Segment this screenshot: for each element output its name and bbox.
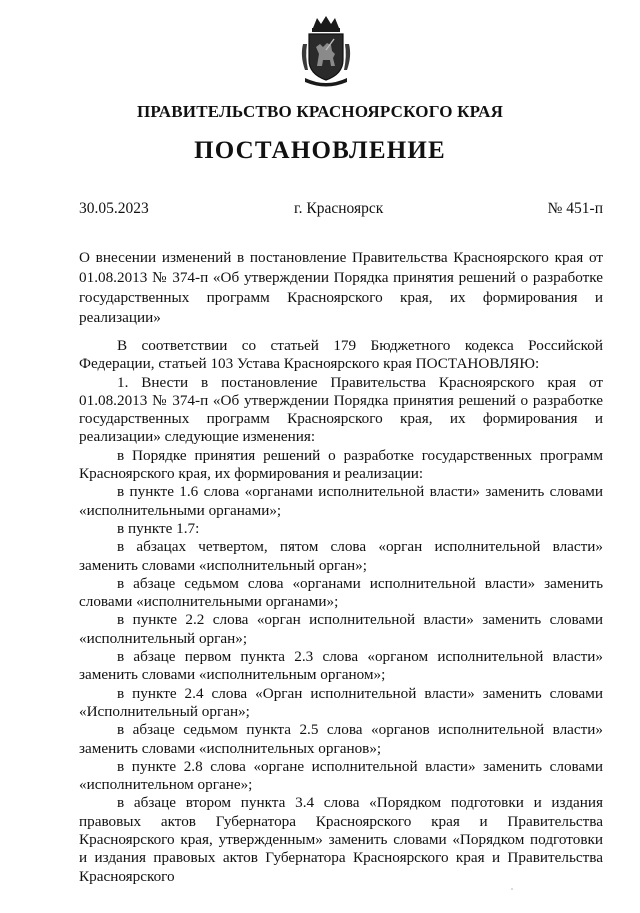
document-subject: О внесении изменений в постановление Правительства Красноярского края от 01.08.2013 № 374-п «Об утверждении Порядка принятия решений о разработке государственных программ Красноярского края, их формирования и реализации» bbox=[79, 249, 603, 326]
body-paragraph: в Порядке принятия решений о разработке государственных программ Красноярского края, их формирования и реализации: bbox=[79, 446, 603, 483]
body-paragraph: в абзаце седьмом слова «органами исполнительной власти» заменить словами «исполнительными органами»; bbox=[79, 574, 603, 611]
body-paragraph: в абзаце седьмом пункта 2.5 слова «органов исполнительной власти» заменить словами «исполнительных органов»; bbox=[79, 721, 603, 757]
document-number: № 451-п bbox=[547, 200, 603, 217]
body-paragraph: в пункте 2.2 слова «орган исполнительной власти» заменить словами «исполнительный орган»; bbox=[79, 611, 603, 647]
body-paragraph: в пункте 1.7: bbox=[117, 519, 200, 537]
document-date: 30.05.2023 bbox=[79, 200, 149, 217]
document-body bbox=[79, 337, 603, 886]
body-paragraph: в абзаце первом пункта 2.3 слова «органом исполнительной власти» заменить словами «исполнительным органом»; bbox=[79, 648, 603, 684]
document-type-title: ПОСТАНОВЛЕНИЕ bbox=[194, 137, 446, 164]
body-paragraph: в пункте 2.4 слова «Орган исполнительной власти» заменить словами «Исполнительный орган»; bbox=[79, 684, 603, 720]
body-paragraph: в пункте 1.6 слова «органами исполнительной власти» заменить словами «исполнительными органами»; bbox=[79, 483, 603, 519]
body-paragraph: в абзацах четвертом, пятом слова «орган исполнительной власти» заменить словами «исполнительный орган»; bbox=[79, 538, 603, 574]
organization-title: ПРАВИТЕЛЬСТВО КРАСНОЯРСКОГО КРАЯ bbox=[136, 102, 504, 121]
scan-artifact bbox=[511, 888, 513, 890]
document-meta-row bbox=[79, 200, 603, 220]
body-paragraph: в пункте 2.8 слова «органе исполнительной власти» заменить словами «исполнительном органе»; bbox=[79, 757, 603, 794]
krasnoyarsk-coat-of-arms-icon bbox=[299, 14, 353, 88]
document-city: г. Красноярск bbox=[294, 200, 384, 217]
body-paragraph: В соответствии со статьей 179 Бюджетного кодекса Российской Федерации, статьей 103 Устава Красноярского края ПОСТАНОВЛЯЮ: bbox=[79, 337, 603, 373]
body-paragraph: 1. Внести в постановление Правительства Красноярского края от 01.08.2013 № 374-п «Об утверждении Порядка принятия решений о разработке государственных программ Красноярского края, их формирования и реализации» следующие изменения: bbox=[79, 373, 603, 446]
body-paragraph: в абзаце втором пункта 3.4 слова «Порядком подготовки и издания правовых актов Губернатора Красноярского края и Правительства Красноярского края, утвержденным» заменить словами «Порядком подготовки и издания правовых актов Губернатора Красноярского края и Правительства Красноярского bbox=[79, 794, 603, 885]
